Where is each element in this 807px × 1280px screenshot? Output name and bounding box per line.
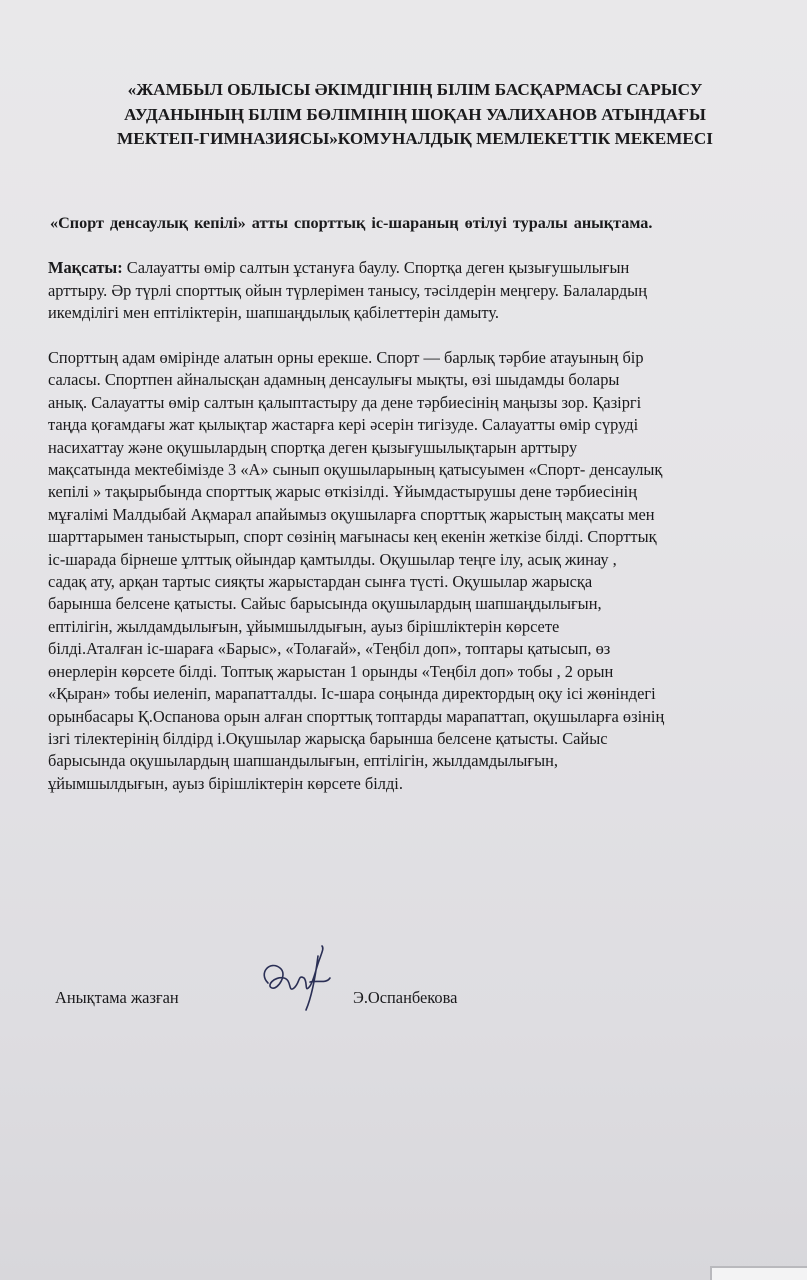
body-line: барынша белсене қатысты. Сайыс барысында оқушылардың шапшаңдылығын,	[48, 594, 602, 614]
body-line: «Қыран» тобы иеленіп, марапатталды. Іс-шара соңында директордың оқу ісі жөніндегі	[48, 684, 656, 704]
document-title: «Спорт денсаулық кепілі» атты спорттық іс-шараның өтілуі туралы анықтама.	[50, 214, 653, 232]
page-corner-decoration	[710, 1266, 807, 1280]
body-line: мақсатында мектебімізде 3 «А» сынып оқушыларының қатысуымен «Спорт- денсаулық	[48, 460, 663, 480]
purpose-line-2: арттыру. Әр түрлі спорттық ойын түрлерімен танысу, тәсілдерін меңгеру. Балалардың	[48, 280, 647, 300]
body-line: барысында оқушылардың шапшандылығын, ептілігін, жылдамдылығын,	[48, 751, 558, 771]
signature-name: Э.Оспанбекова	[353, 988, 458, 1007]
body-line: саласы. Спортпен айналысқан адамның денсаулығы мықты, өзі шыдамды болары	[48, 370, 620, 390]
header-line-3: МЕКТЕП-ГИМНАЗИЯСЫ»КОМУНАЛДЫҚ МЕМЛЕКЕТТІК МЕКЕМЕСІ	[117, 129, 713, 148]
header-line-2: АУДАНЫНЫҢ БІЛІМ БӨЛІМІНІҢ ШОҚАН УАЛИХАНОВ АТЫНДАҒЫ	[124, 104, 706, 124]
signature-label: Анықтама жазған	[55, 988, 179, 1007]
purpose-paragraph	[48, 257, 768, 325]
body-line: ізгі тілектерінің білдірд і.Оқушылар жарысқа барынша белсене қатысты. Сайыс	[48, 728, 608, 748]
body-line: анық. Салауатты өмір салтын қалыптастыру да дене тәрбиесінің маңызы зор. Қазіргі	[48, 392, 642, 412]
body-line: шарттарымен таныстырып, спорт сөзінің мағынасы кең екенін жеткізе білді. Спорттық	[48, 527, 657, 547]
body-line: орынбасары Қ.Оспанова орын алған спорттық топтарды марапаттап, оқушыларға өзінің	[48, 706, 665, 726]
body-line: іс-шарада бірнеше ұлттық ойындар қамтылды. Оқушылар теңге ілу, асық жинау ,	[48, 549, 617, 569]
body-line: білді.Аталған іс-шараға «Барыс», «Толағай», «Теңбіл доп», топтары қатысып, өз	[48, 639, 611, 659]
body-line: өнерлерін көрсете білді. Топтық жарыстан 1 орынды «Теңбіл доп» тобы , 2 орын	[48, 661, 614, 681]
body-line: садақ ату, арқан тартыс сияқты жарыстардан сынға түсті. Оқушылар жарысқа	[48, 572, 593, 592]
body-line: таңда қоғамдағы жат қылықтар жастарға кері әсерін тигізуде. Салауатты өмір сүруді	[48, 415, 639, 435]
purpose-label: Мақсаты:	[48, 258, 123, 277]
body-line: кепілі » тақырыбында спорттық жарыс өткізілді. Ұйымдастырушы дене тәрбиесінің	[48, 482, 637, 502]
purpose-line-1: Салауатты өмір салтын ұстануға баулу. Спортқа деген қызығушылығын	[122, 258, 630, 277]
document-header	[40, 78, 790, 152]
body-line: мұғалімі Малдыбай Ақмарал апайымыз оқушыларға спорттық жарыстың мақсаты мен	[48, 504, 655, 524]
body-line: ұйымшылдығын, ауыз бірішліктерін көрсете білді.	[48, 773, 403, 793]
body-line: Спорттың адам өмірінде алатын орны ерекше. Спорт — барлық тәрбие атауының бір	[48, 348, 644, 367]
body-paragraph	[48, 347, 768, 795]
header-line-1: «ЖАМБЫЛ ОБЛЫСЫ ӘКІМДІГІНІҢ БІЛІМ БАСҚАРМАСЫ САРЫСУ	[127, 80, 703, 99]
signature-row	[55, 988, 755, 1018]
body-line: ептілігін, жылдамдылығын, ұйымшылдығын, ауыз бірішліктерін көрсете	[48, 616, 560, 636]
purpose-line-3: икемділігі мен ептіліктерін, шапшаңдылық қабілеттерін дамыту.	[48, 303, 500, 322]
body-line: насихаттау және оқушылардың спортқа деген қызығушылықтарын арттыру	[48, 437, 578, 457]
